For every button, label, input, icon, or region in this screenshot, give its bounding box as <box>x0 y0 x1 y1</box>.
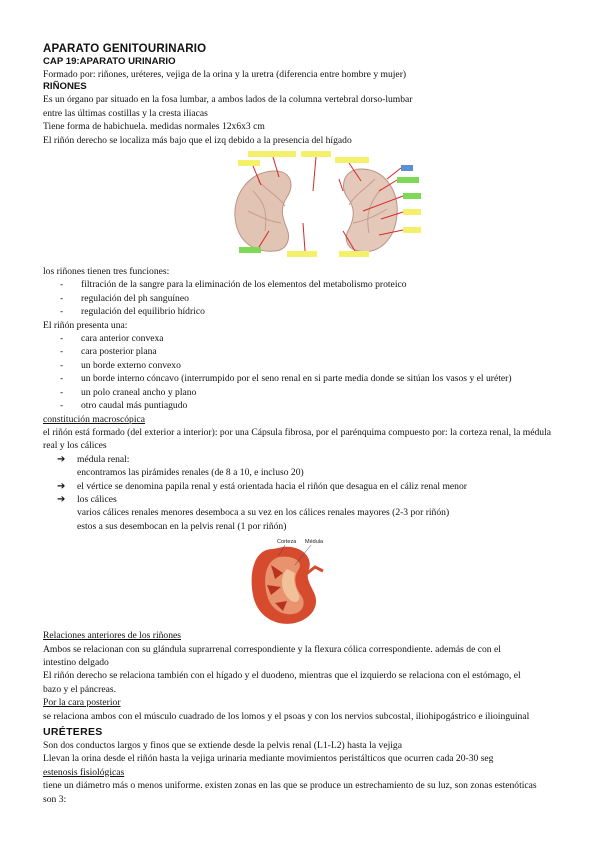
arrow-icon: ➔ <box>57 480 66 492</box>
arrow-item <box>43 480 563 493</box>
relations-line: bazo y el páncreas. <box>43 683 116 695</box>
stenosis-heading: estenosis fisiológicas <box>43 766 125 778</box>
relations-line: intestino delgado <box>43 656 109 668</box>
arrow-item <box>43 493 563 506</box>
arrow-subline: encontramos las pirámides renales (de 8 a 10, e incluso 20) <box>77 467 304 479</box>
list-item: - regulación del ph sanguíneo <box>43 292 563 305</box>
macro-paragraph: el riñón está formado (del exterior a interior): por una Cápsula fibrosa, por el parénquima compuesto por: la corteza renal, la médula real y los cálices <box>43 426 552 452</box>
ureteres-line: Son dos conductos largos y finos que se extiende desde la pelvis renal (L1-L2) hasta la vejiga <box>43 740 402 751</box>
section-heading-ureteres: URÉTERES <box>43 726 103 738</box>
rinones-line: Tiene forma de habichuela. medidas normales 12x6x3 cm <box>43 121 265 133</box>
list-item: - cara posterior plana <box>43 345 563 358</box>
kidney-cross-section-image <box>43 151 563 261</box>
functions-intro: los riñones tienen tres funciones: <box>43 266 170 278</box>
arrow-item <box>43 453 563 466</box>
functions-list <box>43 278 563 318</box>
relations-line: Ambos se relacionan con su glándula suprarrenal correspondiente y la flexura cólica correspondiente. además de con el <box>43 643 501 655</box>
list-item: - un borde interno cóncavo (interrumpido por el seno renal en si parte media donde se sitúan los vasos y el uréter) <box>43 372 563 385</box>
arrow-subline: estos a sus desembocan en la pelvis renal (1 por riñón) <box>77 520 287 532</box>
arrow-item-label: médula renal: <box>77 453 130 465</box>
arrow-list <box>43 480 563 507</box>
kidney-figure <box>43 151 563 261</box>
list-item: - regulación del equilibrio hídrico <box>43 305 563 318</box>
macro-heading: constitución macroscópica <box>43 413 146 425</box>
relations-heading: Relaciones anteriores de los riñones <box>43 630 181 642</box>
kidney-section-image <box>43 535 563 627</box>
list-item: - filtración de la sangre para la eliminación de los elementos del metabolismo proteico <box>43 278 563 291</box>
rinones-line: Es un órgano par situado en la fosa lumbar, a ambos lados de la columna vertebral dorso-lumbar <box>43 94 413 106</box>
list-item: - cara anterior convexa <box>43 332 563 345</box>
intro-paragraph: Formado por: riñones, uréteres, vejiga de la orina y la uretra (diferencia entre hombre y mujer) <box>43 69 407 80</box>
list-item: - un polo craneal ancho y plano <box>43 386 563 399</box>
rinones-line: El riñón derecho se localiza más bajo que el izq debido a la presencia del hígado <box>43 134 352 146</box>
rinones-line: entre las últimas costillas y la cresta iliacas <box>43 107 208 119</box>
chapter-title: CAP 19:APARATO URINARIO <box>43 56 176 67</box>
arrow-icon: ➔ <box>57 493 66 505</box>
arrow-list <box>43 453 563 466</box>
arrow-icon: ➔ <box>57 453 66 465</box>
features-list <box>43 332 563 412</box>
relations-line: El riñón derecho se relaciona también con el hígado y el duodeno, mientras que el izquierdo se relaciona con el estómago, el <box>43 670 521 682</box>
stenosis-line: tiene un diámetro más o menos uniforme. existen zonas en las que se produce un estrechamiento de su luz, son zonas estenóticas <box>43 780 537 792</box>
arrow-subline: varios cálices renales menores desemboca a su vez en los cálices renales mayores (2-3 por riñón) <box>77 507 450 519</box>
section-heading-rinones: RIÑONES <box>43 81 87 93</box>
features-intro: El riñón presenta una: <box>43 319 128 331</box>
kidney-section-figure <box>43 535 563 627</box>
arrow-item-label: los cálices <box>77 493 117 505</box>
document-page <box>43 42 563 806</box>
figure-label-corteza: Corteza <box>277 539 297 546</box>
document-title: APARATO GENITOURINARIO <box>43 43 207 55</box>
stenosis-line: son 3: <box>43 793 67 805</box>
posterior-paragraph: se relaciona ambos con el músculo cuadrado de los lomos y el psoas y con los nervios subcostal, iliohipogástrico e ilioinguinal <box>43 710 530 722</box>
ureteres-line: Llevan la orina desde el riñón hasta la vejiga urinaria mediante movimientos peristálticos que ocurren cada 20-30 seg <box>43 753 494 765</box>
list-item: - otro caudal más puntiagudo <box>43 399 563 412</box>
arrow-item-label: el vértice se denomina papila renal y está orientada hacia el riñón que desagua en el cáliz renal menor <box>77 480 467 492</box>
posterior-heading: Por la cara posterior <box>43 697 121 709</box>
list-item: - un borde externo convexo <box>43 359 563 372</box>
figure-label-medula: Médula <box>305 539 324 546</box>
